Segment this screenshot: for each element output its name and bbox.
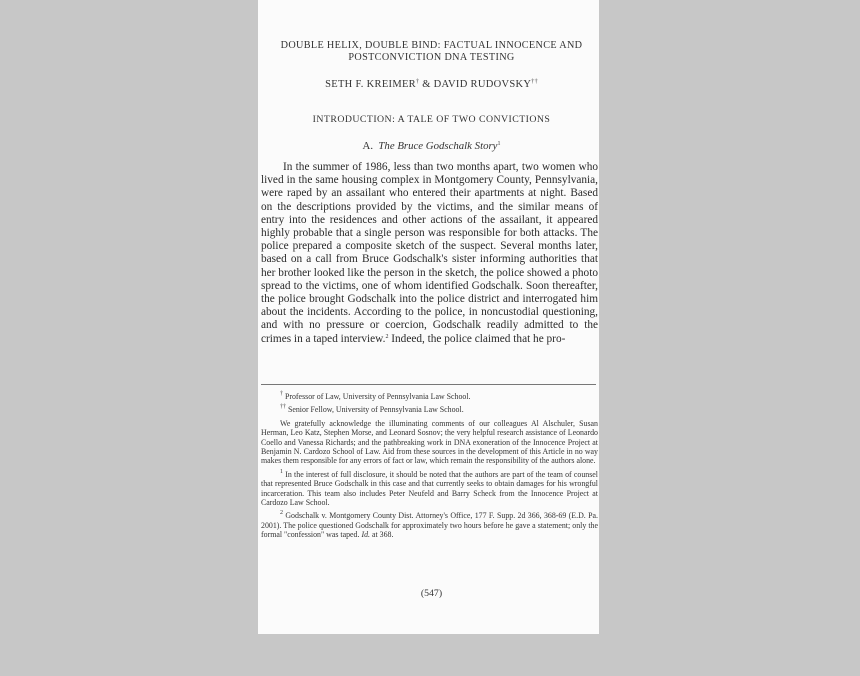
acknowledgment-note [261, 419, 598, 466]
footnote-mark: †† [280, 404, 286, 411]
footnote [261, 405, 598, 414]
section-letter: A. [362, 140, 374, 152]
introduction-heading: INTRODUCTION: A TALE OF TWO CONVICTIONS [312, 114, 551, 125]
author-line [261, 79, 602, 90]
author-rudovsky: DAVID RUDOVSKY [433, 79, 532, 90]
page-number: (547) [420, 588, 443, 599]
title-line-1: DOUBLE HELIX, DOUBLE BIND: FACTUAL INNOCENCE AND [280, 40, 583, 51]
footnote [261, 470, 598, 508]
footnote-mark: † [280, 391, 283, 397]
section-title: The Bruce Godschalk Story [378, 140, 498, 152]
footnote-text: We gratefully acknowledge the illuminating comments of our colleagues Al Alschuler, Susan Herman, Leo Katz, Stephen Morse, and Leonard Sosnov; the very helpful research assistance of Leonardo Coello and Vanessa Richards; and the pathbreaking work in DNA exoneration of the Innocence Project at Benjamin N. Cardozo School of Law. Aid from these sources in the development of this Article in no way makes them responsible for any errors of fact or law, which remain the responsibility of the authors alone. [261, 418, 598, 466]
footnote-text: Senior Fellow, University of Pennsylvania Law School. [286, 405, 464, 415]
citation-id: Id. [361, 530, 371, 540]
footnote-mark: 2 [280, 510, 283, 517]
author-kreimer: SETH F. KREIMER [325, 79, 416, 90]
author-kreimer-footnote-mark: † [415, 79, 420, 85]
citation-pin: at 368. [370, 530, 394, 540]
title-line-2: POSTCONVICTION DNA TESTING [348, 52, 515, 63]
author-rudovsky-footnote-mark: †† [531, 79, 538, 85]
author-joiner: & [419, 79, 434, 90]
footnote-divider [261, 384, 596, 385]
section-footnote-mark: 1 [497, 141, 501, 147]
footnote-mark: 1 [280, 468, 283, 475]
body-footnote-mark: 2 [385, 333, 389, 340]
body-text-part-2: Indeed, the police claimed that he pro- [388, 332, 566, 345]
footnotes [261, 392, 598, 544]
footnote-text: Godschalk v. Montgomery County Dist. Attorney's Office, 177 F. Supp. 2d 366, 368-69 (E.D. Pa. 2001). The police questioned Godschalk for approximately two hours before he gave a statement; only the formal "confession" was taped. [261, 511, 598, 540]
body-text-part-1: In the summer of 1986, less than two months apart, two women who lived in the same housing complex in Montgomery County, Pennsylvania, were raped by an assailant who entered their apartments at night. Based on the descriptions provided by the victims, and the similar means of entry into the residences and other actions of the assailant, it appeared highly probable that a single person was responsible for both attacks. The police prepared a composite sketch of the suspect. Several months later, based on a call from Bruce Godschalk's sister informing authorities that her brother looked like the person in the sketch, the police showed a photo spread to the victims, one of whom identified Godschalk. Soon thereafter, the police brought Godschalk into the police district and interrogated him about the incidents. According to the police, in noncustodial questioning, and with no pressure or coercion, Godschalk readily admitted to the crimes in a taped interview. [261, 161, 598, 345]
body-paragraph [261, 161, 598, 346]
footnote-text: In the interest of full disclosure, it should be noted that the authors are part of the team of counsel that represented Bruce Godschalk in this case and that currently seeks to obtain damages for his wrongful incarceration. This team also includes Peter Neufeld and Barry Scheck from the Innocence Project at Cardozo Law School. [261, 469, 598, 508]
footnote [261, 392, 598, 401]
section-heading [261, 140, 602, 152]
article-title [261, 40, 602, 64]
footnote-text: Professor of Law, University of Pennsylvania Law School. [283, 392, 471, 401]
footnote [261, 511, 598, 539]
